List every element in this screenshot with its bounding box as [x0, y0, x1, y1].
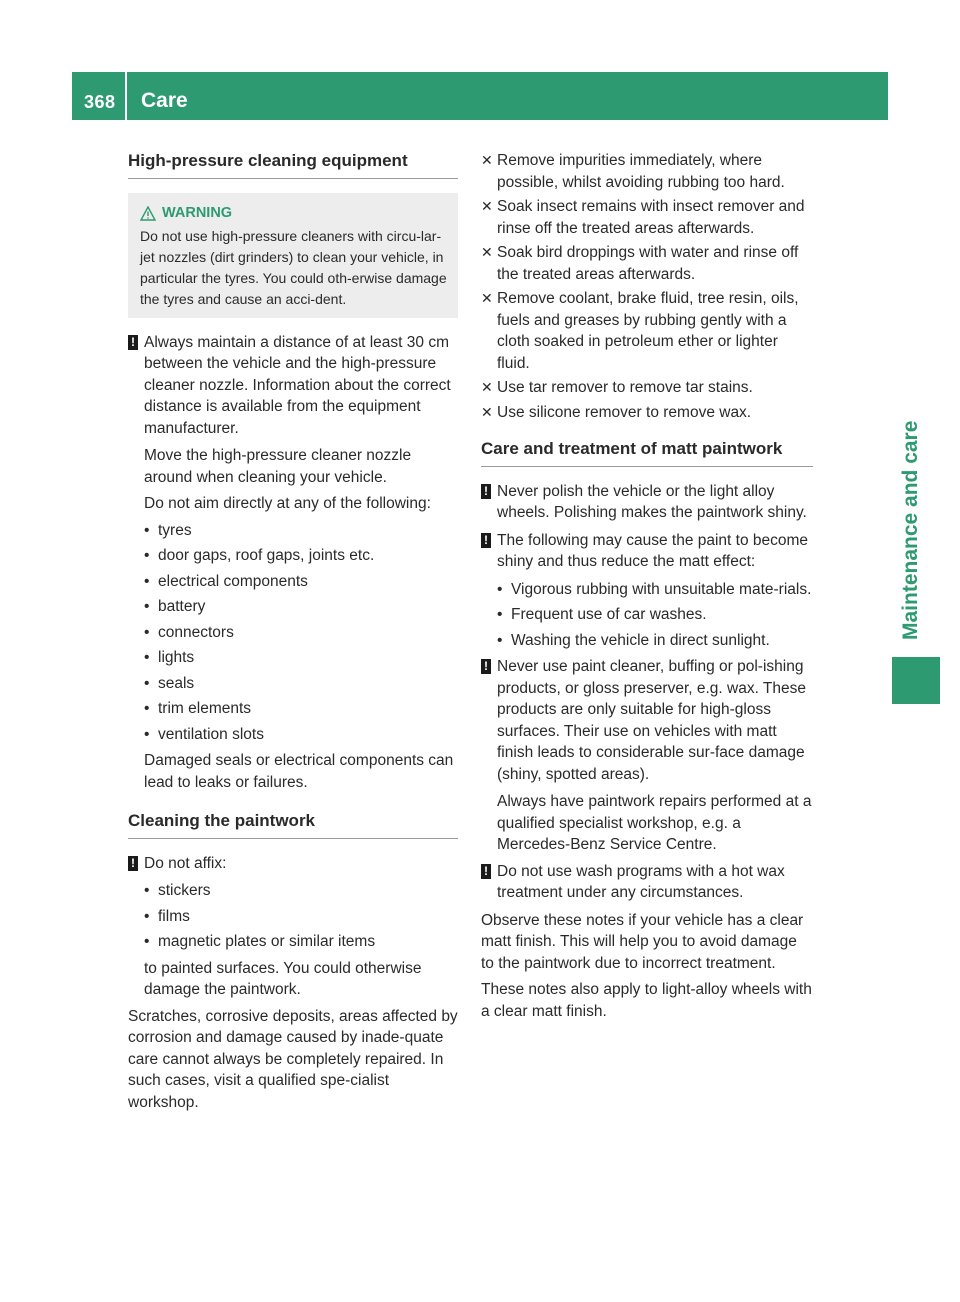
note-do-not-affix [128, 853, 458, 875]
note-distance-text: Always maintain a distance of at least 30 cm between the vehicle and the high-pressure cleaner nozzle. Information about the correct distance is available from the equipment manufacturer. [144, 333, 451, 437]
list-item: • Washing the vehicle in direct sunlight. [497, 630, 813, 652]
step-text: Use tar remover to remove tar stains. [497, 379, 753, 396]
header-band [72, 72, 888, 120]
repairs-text: Always have paintwork repairs performed at a qualified specialist workshop, e.g. a Mercedes-Benz Service Centre. [497, 793, 812, 853]
list-item: • connectors [144, 622, 458, 644]
step-text: Remove impurities immediately, where possible, whilst avoiding rubbing too hard. [497, 152, 785, 191]
list-item: • ventilation slots [144, 724, 458, 746]
step-item [481, 242, 813, 285]
do-not-aim-text: Do not aim directly at any of the following: [144, 495, 431, 512]
note-no-paint-cleaner [481, 656, 813, 785]
step-item [481, 150, 813, 193]
list-item: • lights [144, 647, 458, 669]
note-shiny-causes [481, 530, 813, 573]
step-arrow-icon: ✕ [481, 198, 493, 214]
observe-text: Observe these notes if your vehicle has a clear matt finish. This will help you to avoid damage to the paintwork due to incorrect treatment. [481, 911, 804, 972]
list-item: • door gaps, roof gaps, joints etc. [144, 545, 458, 567]
note-text: Never polish the vehicle or the light alloy wheels. Polishing makes the paintwork shiny. [497, 482, 807, 521]
exclamation-icon: ! [128, 856, 138, 871]
exclamation-icon: ! [481, 864, 491, 879]
list-item: • battery [144, 596, 458, 618]
step-item [481, 377, 813, 399]
note-hot-wax [481, 861, 813, 904]
warning-box [128, 193, 458, 318]
page-number: 368 [84, 92, 116, 112]
step-item [481, 288, 813, 374]
list-item: • trim elements [144, 698, 458, 720]
scratches-text: Scratches, corrosive deposits, areas affected by corrosion and damage caused by inade-quate care cannot always be completely repaired. In such cases, visit a qualified spe-cialist workshop. [128, 1007, 458, 1111]
section-title-high-pressure: High-pressure cleaning equipment [128, 150, 458, 179]
step-arrow-icon: ✕ [481, 244, 493, 260]
list-item: • seals [144, 673, 458, 695]
section-title-matt: Care and treatment of matt paintwork [481, 438, 813, 467]
note-text: Never use paint cleaner, buffing or pol-ishing products, or gloss preserver, e.g. wax. These products are only suitable for high-gloss surfaces. Their use on vehicles with matt finish leads to considerable sur-face damage (shiny, spotted areas). [497, 658, 807, 783]
list-item: • magnetic plates or similar items [144, 931, 458, 953]
step-item [481, 402, 813, 424]
shiny-causes-list [497, 579, 813, 652]
step-arrow-icon: ✕ [481, 379, 493, 395]
list-item: • stickers [144, 880, 458, 902]
step-arrow-icon: ✕ [481, 152, 493, 168]
page-title: Care [141, 89, 188, 112]
side-tab-marker [892, 657, 940, 704]
left-column [128, 150, 458, 1118]
header-divider [125, 72, 127, 120]
step-text: Use silicone remover to remove wax. [497, 403, 752, 421]
damage-text: Damaged seals or electrical components can lead to leaks or failures. [144, 752, 454, 791]
note-do-not-affix-text: Do not affix: [144, 854, 227, 872]
note-text: The following may cause the paint to become shiny and thus reduce the matt effect: [497, 531, 809, 570]
right-column [481, 150, 813, 1027]
step-text: Remove coolant, brake fluid, tree resin, oils, fuels and greases by rubbing gently with a cloth soaked in petroleum ether or lighter fluid. [497, 290, 799, 372]
step-text: Soak bird droppings with water and rinse off the treated areas afterwards. [497, 244, 799, 283]
affix-after-text: to painted surfaces. You could otherwise damage the paintwork. [144, 959, 422, 998]
list-item: • electrical components [144, 571, 458, 593]
list-item: • Frequent use of car washes. [497, 604, 813, 626]
side-tab-label: Maintenance and care [899, 420, 922, 640]
warning-header [140, 203, 450, 224]
note-distance [128, 332, 458, 440]
note-never-polish [481, 481, 813, 524]
warning-triangle-icon [140, 206, 156, 221]
step-text: Soak insect remains with insect remover and rinse off the treated areas afterwards. [497, 198, 805, 237]
apply-text: These notes also apply to light-alloy wheels with a clear matt finish. [481, 981, 812, 1020]
move-nozzle-text: Move the high-pressure cleaner nozzle around when cleaning your vehicle. [144, 447, 412, 486]
list-item: • tyres [144, 520, 458, 542]
note-text: Do not use wash programs with a hot wax treatment under any circumstances. [497, 862, 785, 901]
step-arrow-icon: ✕ [481, 403, 493, 420]
exclamation-icon: ! [128, 335, 138, 350]
exclamation-icon: ! [481, 659, 491, 674]
section-title-paintwork: Cleaning the paintwork [128, 810, 458, 839]
list-item: • films [144, 906, 458, 928]
step-item [481, 196, 813, 239]
affix-list [144, 880, 458, 953]
exclamation-icon: ! [481, 484, 491, 499]
warning-text: Do not use high-pressure cleaners with circu-lar-jet nozzles (dirt grinders) to clean your vehicle, in particular the tyres. You could oth-erwise damage the tyres and cause an acci-dent. [140, 227, 447, 307]
list-item: • Vigorous rubbing with unsuitable mate-rials. [497, 579, 813, 601]
aim-list [144, 520, 458, 746]
exclamation-icon: ! [481, 533, 491, 548]
step-arrow-icon: ✕ [481, 290, 493, 306]
warning-label: WARNING [162, 204, 233, 221]
